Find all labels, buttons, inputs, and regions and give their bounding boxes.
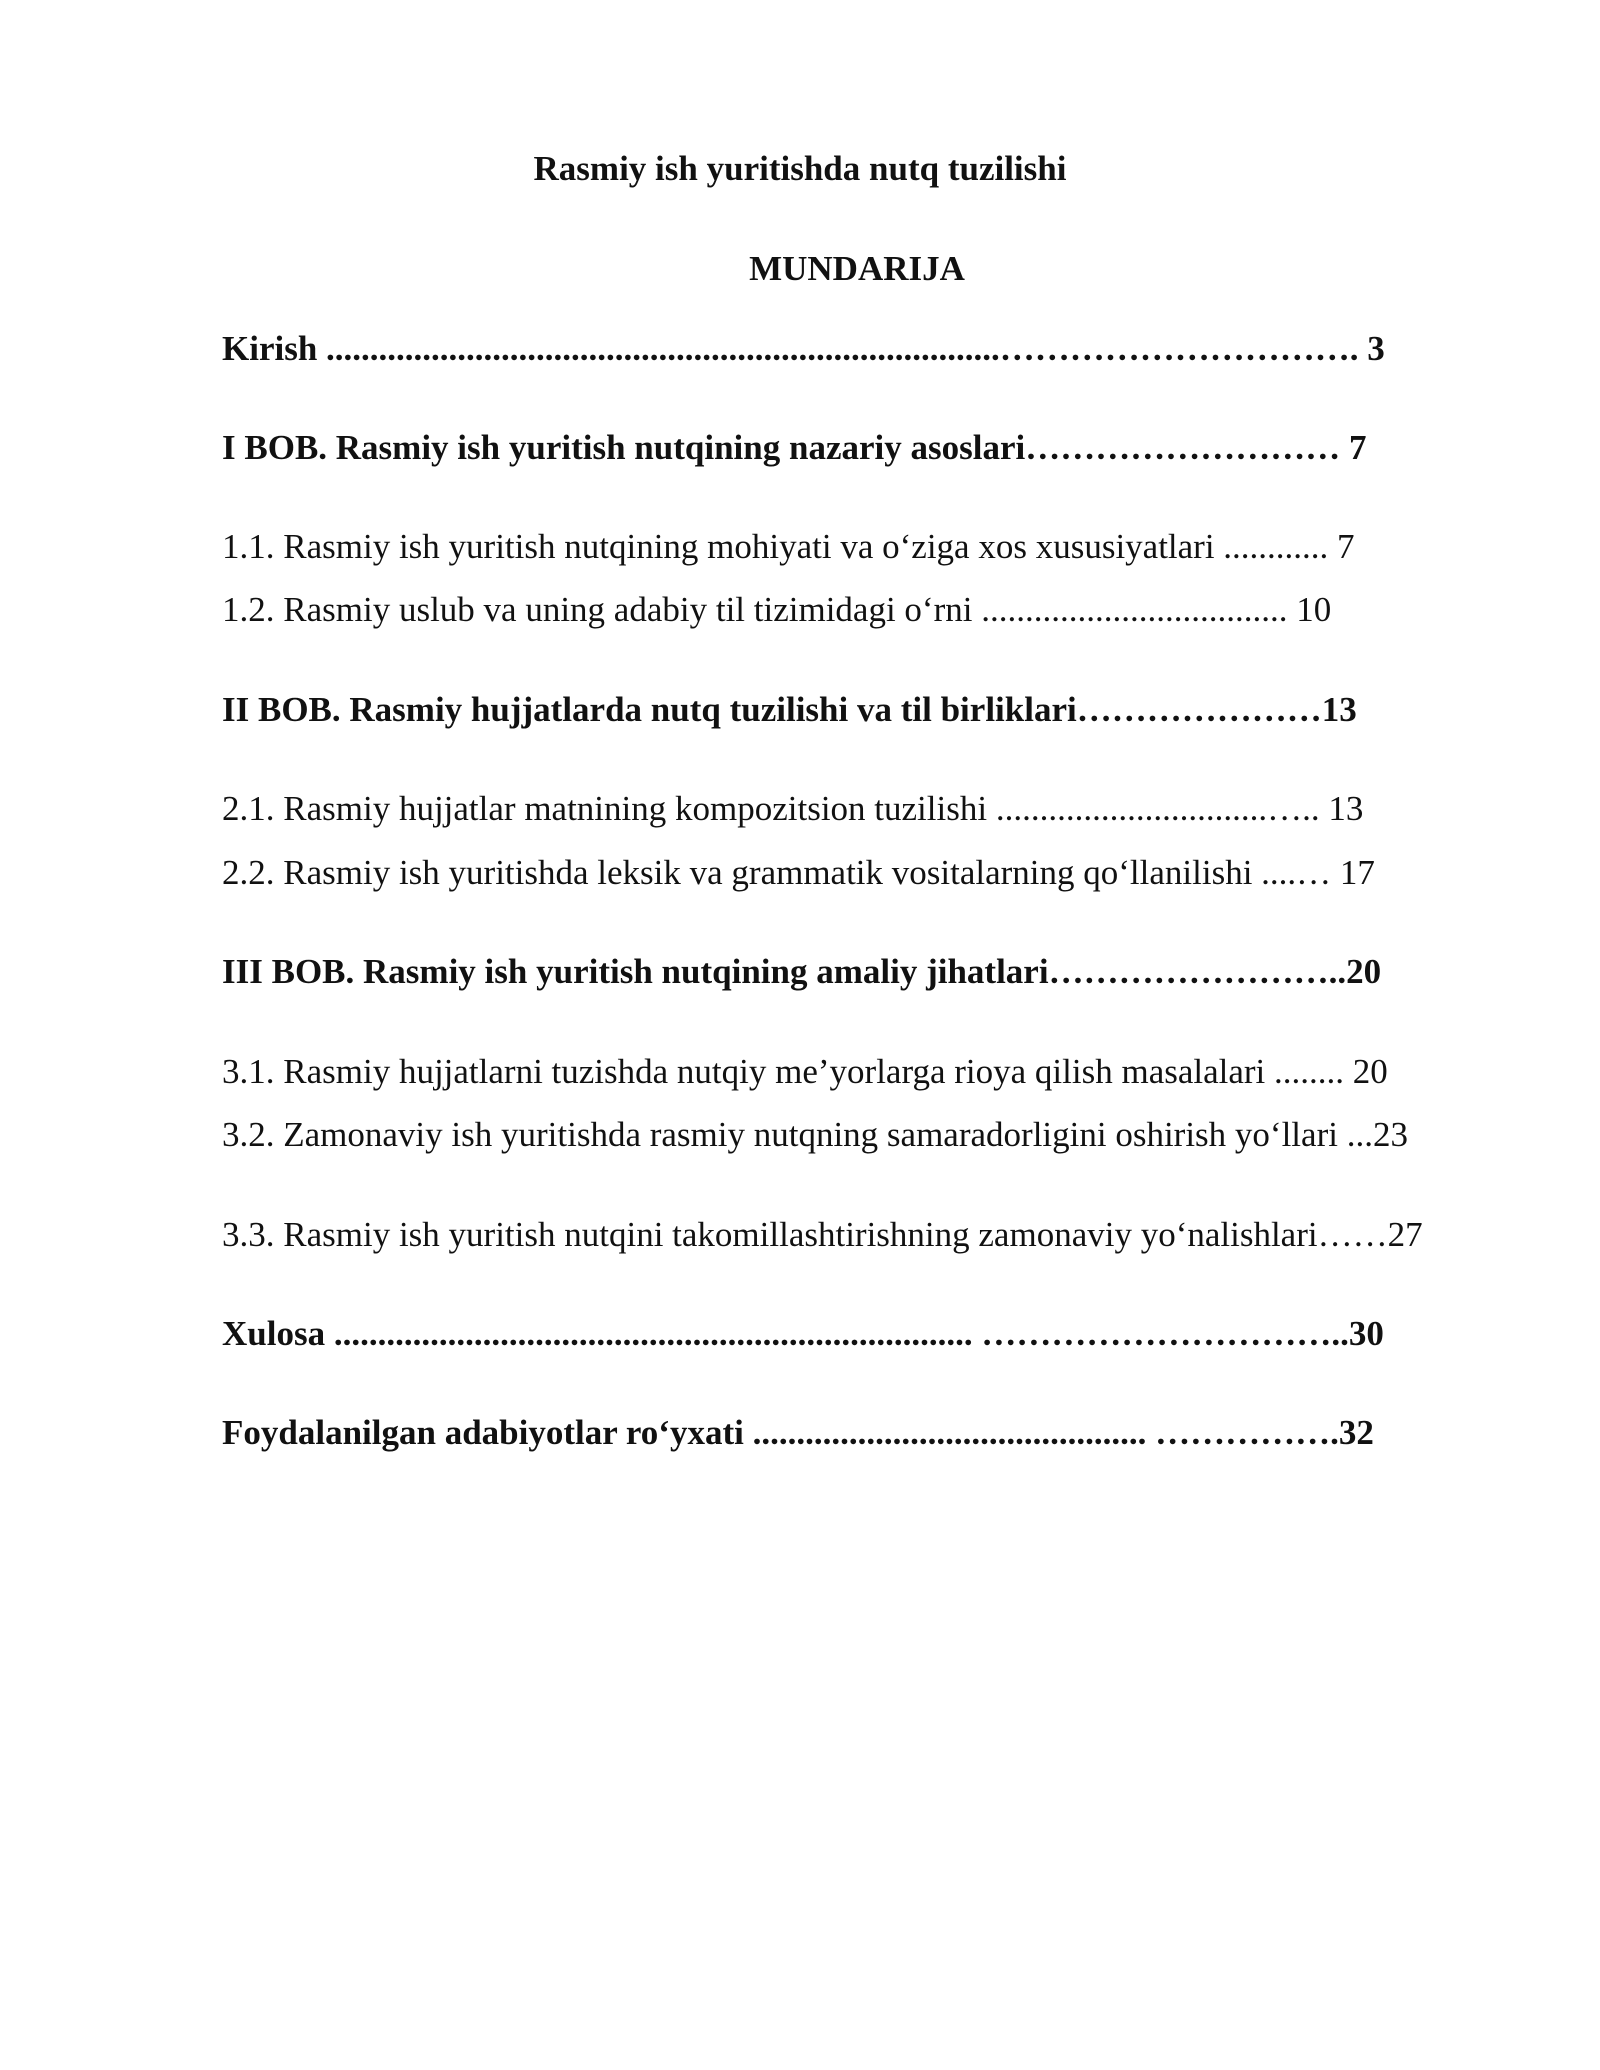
toc-entry-3-3: 3.3. Rasmiy ish yuritish nutqini takomillashtirishning zamonaviy yo‘nalishlari……27 xyxy=(222,1215,1423,1254)
toc-entry-references: Foydalanilgan adabiyotlar ro‘yxati ............................................. …………….32 xyxy=(222,1413,1374,1452)
toc-heading: MUNDARIJA xyxy=(749,249,965,288)
toc-entry-xulosa: Xulosa ......................................................................... …………………………..30 xyxy=(222,1314,1384,1353)
toc-entry-1-1: 1.1. Rasmiy ish yuritish nutqining mohiyati va o‘ziga xos xususiyatlari ............ 7 xyxy=(222,527,1355,566)
toc-entry-kirish: Kirish .............................................................................…………………………. 3 xyxy=(222,329,1385,368)
toc-entry-chapter-1: I BOB. Rasmiy ish yuritish nutqining nazariy asoslari……………………… 7 xyxy=(222,428,1367,467)
document-title: Rasmiy ish yuritishda nutq tuzilishi xyxy=(533,149,1067,188)
toc-entry-2-1: 2.1. Rasmiy hujjatlar matnining kompozitsion tuzilishi ...............................….. 13 xyxy=(222,789,1364,828)
toc-entry-chapter-3: III BOB. Rasmiy ish yuritish nutqining amaliy jihatlari……………………..20 xyxy=(222,952,1382,991)
toc-entry-2-2: 2.2. Rasmiy ish yuritishda leksik va grammatik vositalarning qo‘llanilishi ....… 17 xyxy=(222,853,1375,892)
toc-entry-3-2: 3.2. Zamonaviy ish yuritishda rasmiy nutqning samaradorligini oshirish yo‘llari ...23 xyxy=(222,1115,1408,1154)
toc-entry-1-2: 1.2. Rasmiy uslub va uning adabiy til tizimidagi o‘rni ................................... 10 xyxy=(222,590,1332,629)
toc-entry-chapter-2: II BOB. Rasmiy hujjatlarda nutq tuzilishi va til birliklari…………………13 xyxy=(222,690,1357,729)
toc-entry-3-1: 3.1. Rasmiy hujjatlarni tuzishda nutqiy me’yorlarga rioya qilish masalalari ........ 20 xyxy=(222,1052,1388,1091)
